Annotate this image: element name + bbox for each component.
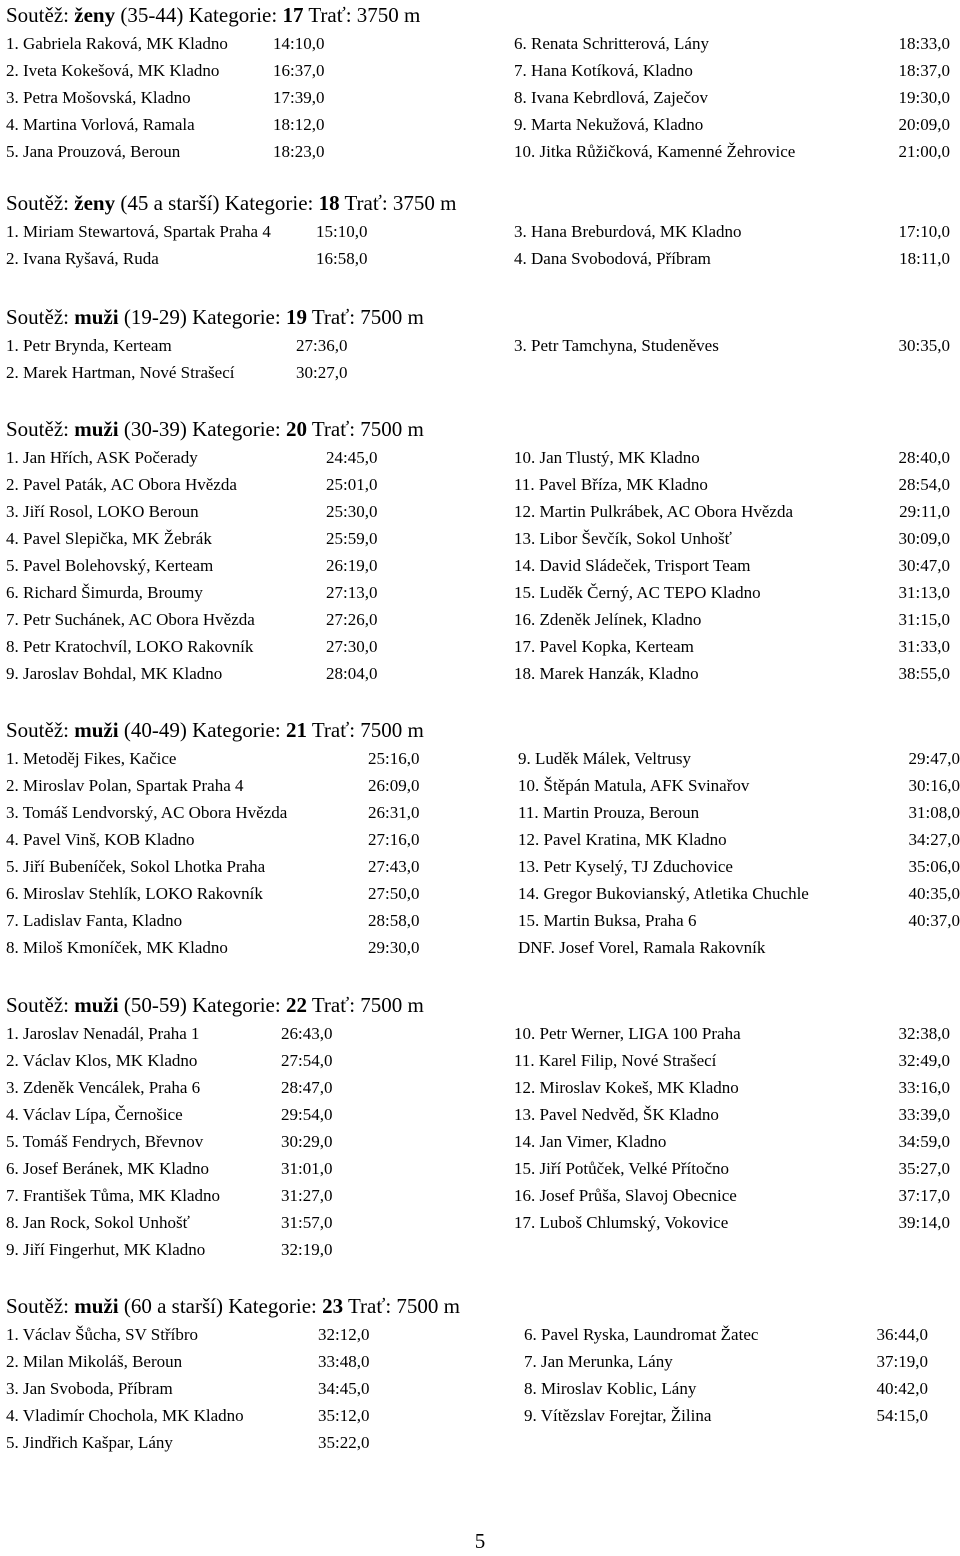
competitor-name: 9. Vítězslav Forejtar, Žilina — [524, 1406, 712, 1425]
competitor-name: 17. Luboš Chlumský, Vokovice — [514, 1213, 729, 1232]
competitor-name: 8. Miroslav Koblic, Lány — [524, 1379, 697, 1398]
finish-time: 28:54,0 — [898, 475, 950, 494]
heading-track: Trať: 7500 m — [311, 718, 424, 742]
result-row — [6, 1101, 954, 1128]
competitor-name: 2. Václav Klos, MK Kladno — [6, 1051, 198, 1070]
finish-time: 31:01,0 — [281, 1159, 333, 1178]
competitor-name: 16. Josef Průša, Slavoj Obecnice — [514, 1186, 737, 1205]
finish-time: 27:16,0 — [368, 830, 420, 849]
heading-category-number: 22 — [285, 993, 307, 1017]
finish-time: 28:04,0 — [326, 664, 378, 683]
finish-time: 40:42,0 — [876, 1379, 928, 1398]
competitor-name: 18. Marek Hanzák, Kladno — [514, 664, 699, 683]
finish-time: 14:10,0 — [273, 34, 325, 53]
finish-time: 19:30,0 — [898, 88, 950, 107]
finish-time: 18:23,0 — [273, 142, 325, 161]
results-section — [6, 188, 954, 272]
result-row — [6, 218, 954, 245]
finish-time: 40:35,0 — [908, 884, 960, 903]
heading-track: Trať: 7500 m — [311, 993, 424, 1017]
finish-time: 30:47,0 — [898, 556, 950, 575]
finish-time: 18:37,0 — [898, 61, 950, 80]
finish-time: 33:48,0 — [318, 1352, 370, 1371]
finish-time: 25:30,0 — [326, 502, 378, 521]
result-row — [6, 30, 954, 57]
results-section — [6, 715, 960, 961]
result-row — [6, 660, 954, 687]
competitor-name: 7. Petr Suchánek, AC Obora Hvězda — [6, 610, 255, 629]
page-number: 5 — [474, 1529, 486, 1553]
finish-time: 18:12,0 — [273, 115, 325, 134]
heading-label: Soutěž: — [6, 993, 69, 1017]
heading-label: Soutěž: — [6, 718, 69, 742]
competitor-name: 8. Ivana Kebrdlová, Zaječov — [514, 88, 708, 107]
section-heading — [6, 188, 954, 218]
competitor-name: 2. Pavel Paták, AC Obora Hvězda — [6, 475, 237, 494]
competitor-name: 17. Pavel Kopka, Kerteam — [514, 637, 694, 656]
competitor-name: 10. Štěpán Matula, AFK Svinařov — [518, 776, 750, 795]
competitor-name: 2. Iveta Kokešová, MK Kladno — [6, 61, 220, 80]
finish-time: 27:43,0 — [368, 857, 420, 876]
competitor-name: 3. Petr Tamchyna, Studeněves — [514, 336, 719, 355]
result-row — [6, 799, 960, 826]
competitor-name: 9. Jiří Fingerhut, MK Kladno — [6, 1240, 206, 1259]
competitor-name: 12. Miroslav Kokeš, MK Kladno — [514, 1078, 739, 1097]
result-row — [6, 1020, 954, 1047]
result-row — [6, 772, 960, 799]
finish-time: 18:11,0 — [899, 249, 950, 268]
competitor-name: 8. Jan Rock, Sokol Unhošť — [6, 1213, 190, 1232]
finish-time: 30:27,0 — [296, 363, 348, 382]
finish-time: 33:39,0 — [898, 1105, 950, 1124]
competitor-name: 4. Pavel Slepička, MK Žebrák — [6, 529, 212, 548]
competitor-name: 4. Vladimír Chochola, MK Kladno — [6, 1406, 244, 1425]
competitor-name: 6. Renata Schritterová, Lány — [514, 34, 709, 53]
result-row — [6, 1375, 954, 1402]
finish-time: 30:29,0 — [281, 1132, 333, 1151]
result-row — [6, 1128, 954, 1155]
competitor-name: 1. Petr Brynda, Kerteam — [6, 336, 172, 355]
result-row — [6, 1182, 954, 1209]
finish-time: 34:59,0 — [898, 1132, 950, 1151]
section-heading — [6, 414, 954, 444]
finish-time: 31:08,0 — [908, 803, 960, 822]
finish-time: 28:58,0 — [368, 911, 420, 930]
result-row — [6, 1209, 954, 1236]
finish-time: 27:30,0 — [326, 637, 378, 656]
finish-time: 31:27,0 — [281, 1186, 333, 1205]
competitor-name: 4. Pavel Vinš, KOB Kladno — [6, 830, 195, 849]
finish-time: 24:45,0 — [326, 448, 378, 467]
competitor-name: 3. Jiří Rosol, LOKO Beroun — [6, 502, 199, 521]
result-row — [6, 853, 960, 880]
heading-age: (50-59) — [123, 993, 187, 1017]
finish-time: 39:14,0 — [898, 1213, 950, 1232]
finish-time: 25:59,0 — [326, 529, 378, 548]
finish-time: 35:22,0 — [318, 1433, 370, 1452]
finish-time: 18:33,0 — [898, 34, 950, 53]
finish-time: 26:19,0 — [326, 556, 378, 575]
heading-track: Trať: 3750 m — [344, 191, 457, 215]
heading-category-label: Kategorie: — [192, 993, 281, 1017]
competitor-name: 2. Milan Mikoláš, Beroun — [6, 1352, 183, 1371]
results-section — [6, 0, 954, 165]
competitor-name: 1. Jaroslav Nenadál, Praha 1 — [6, 1024, 200, 1043]
result-row — [6, 1348, 954, 1375]
result-row — [6, 138, 954, 165]
heading-category-number: 23 — [322, 1294, 344, 1318]
heading-group: muži — [74, 718, 119, 742]
finish-time: 32:12,0 — [318, 1325, 370, 1344]
competitor-name: 3. Tomáš Lendvorský, AC Obora Hvězda — [6, 803, 288, 822]
finish-time: 17:39,0 — [273, 88, 325, 107]
heading-age: (19-29) — [123, 305, 187, 329]
heading-category-number: 19 — [285, 305, 307, 329]
heading-category-number: 20 — [285, 417, 307, 441]
heading-group: ženy — [74, 191, 116, 215]
finish-time: 32:49,0 — [898, 1051, 950, 1070]
results-section — [6, 990, 954, 1263]
heading-age: (30-39) — [123, 417, 187, 441]
heading-group: muži — [74, 1294, 119, 1318]
finish-time: 31:57,0 — [281, 1213, 333, 1232]
heading-label: Soutěž: — [6, 417, 69, 441]
competitor-name: 15. Martin Buksa, Praha 6 — [518, 911, 697, 930]
finish-time: 30:16,0 — [908, 776, 960, 795]
finish-time: 37:17,0 — [898, 1186, 950, 1205]
result-row — [6, 111, 954, 138]
finish-time: 37:19,0 — [876, 1352, 928, 1371]
result-row — [6, 57, 954, 84]
finish-time: 32:38,0 — [898, 1024, 950, 1043]
heading-age: (35-44) — [120, 3, 184, 27]
heading-category-label: Kategorie: — [192, 718, 281, 742]
result-row — [6, 444, 954, 471]
finish-time: 35:12,0 — [318, 1406, 370, 1425]
finish-time: 27:54,0 — [281, 1051, 333, 1070]
competitor-name: 9. Jaroslav Bohdal, MK Kladno — [6, 664, 223, 683]
competitor-name: 7. Jan Merunka, Lány — [524, 1352, 673, 1371]
finish-time: 16:58,0 — [316, 249, 368, 268]
competitor-name: 8. Petr Kratochvíl, LOKO Rakovník — [6, 637, 254, 656]
result-row — [6, 359, 954, 386]
result-row — [6, 1321, 954, 1348]
finish-time: 34:27,0 — [908, 830, 960, 849]
finish-time: 27:50,0 — [368, 884, 420, 903]
finish-time: 40:37,0 — [908, 911, 960, 930]
competitor-name: 2. Ivana Ryšavá, Ruda — [6, 249, 159, 268]
competitor-name: 5. Jana Prouzová, Beroun — [6, 142, 181, 161]
finish-time: 27:13,0 — [326, 583, 378, 602]
competitor-name: 14. Jan Vimer, Kladno — [514, 1132, 667, 1151]
result-row — [6, 498, 954, 525]
result-row — [6, 84, 954, 111]
finish-time: 30:35,0 — [898, 336, 950, 355]
finish-time: 28:47,0 — [281, 1078, 333, 1097]
competitor-name: 5. Jindřich Kašpar, Lány — [6, 1433, 173, 1452]
finish-time: 27:36,0 — [296, 336, 348, 355]
competitor-name: 2. Marek Hartman, Nové Strašecí — [6, 363, 235, 382]
results-section — [6, 414, 954, 687]
heading-track: Trať: 3750 m — [308, 3, 421, 27]
result-row — [6, 606, 954, 633]
competitor-name: 15. Luděk Černý, AC TEPO Kladno — [514, 583, 761, 602]
competitor-name: 5. Pavel Bolehovský, Kerteam — [6, 556, 214, 575]
competitor-name: 1. Václav Šůcha, SV Stříbro — [6, 1325, 199, 1344]
heading-label: Soutěž: — [6, 191, 69, 215]
heading-category-label: Kategorie: — [188, 3, 278, 27]
heading-category-label: Kategorie: — [192, 417, 281, 441]
finish-time: 26:09,0 — [368, 776, 420, 795]
competitor-name: 12. Pavel Kratina, MK Kladno — [518, 830, 727, 849]
section-heading — [6, 0, 954, 30]
heading-category-number: 21 — [285, 718, 307, 742]
finish-time: 25:16,0 — [368, 749, 420, 768]
result-row — [6, 1074, 954, 1101]
competitor-name: 2. Miroslav Polan, Spartak Praha 4 — [6, 776, 244, 795]
heading-group: muži — [74, 417, 119, 441]
competitor-name: 12. Martin Pulkrábek, AC Obora Hvězda — [514, 502, 794, 521]
heading-category-number: 17 — [282, 3, 304, 27]
section-heading — [6, 302, 954, 332]
finish-time: 17:10,0 — [898, 222, 950, 241]
heading-group: ženy — [74, 3, 116, 27]
finish-time: 29:47,0 — [908, 749, 960, 768]
competitor-name: 5. Jiří Bubeníček, Sokol Lhotka Praha — [6, 857, 266, 876]
finish-time: 29:54,0 — [281, 1105, 333, 1124]
competitor-name: 6. Josef Beránek, MK Kladno — [6, 1159, 210, 1178]
heading-age: (60 a starší) — [123, 1294, 223, 1318]
competitor-name: 11. Martin Prouza, Beroun — [518, 803, 700, 822]
finish-time: 15:10,0 — [316, 222, 368, 241]
finish-time: 16:37,0 — [273, 61, 325, 80]
result-row — [6, 1402, 954, 1429]
competitor-name: 1. Miriam Stewartová, Spartak Praha 4 — [6, 222, 271, 241]
heading-track: Trať: 7500 m — [347, 1294, 461, 1318]
competitor-name: 3. Petra Mošovská, Kladno — [6, 88, 191, 107]
finish-time: 35:27,0 — [898, 1159, 950, 1178]
heading-group: muži — [74, 993, 119, 1017]
result-row — [6, 1236, 954, 1263]
competitor-name: 16. Zdeněk Jelínek, Kladno — [514, 610, 702, 629]
competitor-name: 10. Petr Werner, LIGA 100 Praha — [514, 1024, 741, 1043]
section-heading — [6, 715, 954, 745]
competitor-name: 7. Hana Kotíková, Kladno — [514, 61, 693, 80]
competitor-name: 1. Gabriela Raková, MK Kladno — [6, 34, 228, 53]
heading-group: muži — [74, 305, 119, 329]
result-row — [6, 880, 960, 907]
heading-track: Trať: 7500 m — [311, 305, 424, 329]
finish-time: 31:15,0 — [898, 610, 950, 629]
result-row — [6, 332, 954, 359]
results-section — [6, 302, 954, 386]
result-row — [6, 745, 960, 772]
heading-category-number: 18 — [318, 191, 340, 215]
finish-time: 28:40,0 — [898, 448, 950, 467]
result-row — [6, 552, 954, 579]
competitor-name: 10. Jitka Růžičková, Kamenné Žehrovice — [514, 142, 796, 161]
finish-time: 20:09,0 — [898, 115, 950, 134]
competitor-name: 13. Pavel Nedvěd, ŠK Kladno — [514, 1105, 719, 1124]
heading-age: (45 a starší) — [120, 191, 220, 215]
finish-time: 29:30,0 — [368, 938, 420, 957]
finish-time: 36:44,0 — [876, 1325, 928, 1344]
competitor-name: 13. Libor Ševčík, Sokol Unhošť — [514, 529, 732, 548]
finish-time: 26:31,0 — [368, 803, 420, 822]
result-row — [6, 934, 954, 961]
finish-time: 25:01,0 — [326, 475, 378, 494]
finish-time: 34:45,0 — [318, 1379, 370, 1398]
competitor-name: 13. Petr Kyselý, TJ Zduchovice — [518, 857, 733, 876]
result-row — [6, 1155, 954, 1182]
competitor-name: 11. Pavel Bříza, MK Kladno — [514, 475, 708, 494]
result-row — [6, 907, 960, 934]
competitor-name: 15. Jiří Potůček, Velké Přítočno — [514, 1159, 729, 1178]
competitor-name: 5. Tomáš Fendrych, Břevnov — [6, 1132, 204, 1151]
finish-time: 27:26,0 — [326, 610, 378, 629]
finish-time: 54:15,0 — [876, 1406, 928, 1425]
finish-time: 30:09,0 — [898, 529, 950, 548]
result-row — [6, 1047, 954, 1074]
result-row — [6, 633, 954, 660]
heading-label: Soutěž: — [6, 1294, 69, 1318]
competitor-name: 10. Jan Tlustý, MK Kladno — [514, 448, 700, 467]
finish-time: 32:19,0 — [281, 1240, 333, 1259]
section-heading — [6, 990, 954, 1020]
result-row — [6, 525, 954, 552]
competitor-name: 9. Luděk Málek, Veltrusy — [518, 749, 691, 768]
result-row — [6, 579, 954, 606]
result-row — [6, 826, 960, 853]
competitor-name: 3. Zdeněk Vencálek, Praha 6 — [6, 1078, 201, 1097]
heading-track: Trať: 7500 m — [311, 417, 424, 441]
competitor-name: 4. Martina Vorlová, Ramala — [6, 115, 195, 134]
competitor-name: 11. Karel Filip, Nové Strašecí — [514, 1051, 717, 1070]
finish-time: 31:13,0 — [898, 583, 950, 602]
finish-time: 26:43,0 — [281, 1024, 333, 1043]
competitor-name: 7. František Tůma, MK Kladno — [6, 1186, 221, 1205]
result-row — [6, 245, 954, 272]
finish-time: 21:00,0 — [898, 142, 950, 161]
results-section — [6, 1291, 954, 1456]
heading-category-label: Kategorie: — [192, 305, 281, 329]
result-row — [6, 1429, 954, 1456]
finish-time: 29:11,0 — [899, 502, 950, 521]
heading-label: Soutěž: — [6, 3, 69, 27]
heading-age: (40-49) — [123, 718, 187, 742]
section-heading — [6, 1291, 954, 1321]
competitor-name: 1. Metoděj Fikes, Kačice — [6, 749, 177, 768]
finish-time: 31:33,0 — [898, 637, 950, 656]
competitor-name: 7. Ladislav Fanta, Kladno — [6, 911, 183, 930]
heading-category-label: Kategorie: — [224, 191, 314, 215]
competitor-name: 8. Miloš Kmoníček, MK Kladno — [6, 938, 228, 957]
competitor-name: 4. Václav Lípa, Černošice — [6, 1105, 183, 1124]
competitor-name: 1. Jan Hřích, ASK Počerady — [6, 448, 198, 467]
competitor-name: 14. David Sládeček, Trisport Team — [514, 556, 751, 575]
finish-time: 38:55,0 — [898, 664, 950, 683]
competitor-name: 6. Miroslav Stehlík, LOKO Rakovník — [6, 884, 263, 903]
competitor-name: 6. Richard Šimurda, Broumy — [6, 583, 203, 602]
result-row — [6, 471, 954, 498]
competitor-name: 6. Pavel Ryska, Laundromat Žatec — [524, 1325, 759, 1344]
competitor-name: 3. Jan Svoboda, Příbram — [6, 1379, 173, 1398]
finish-time: 33:16,0 — [898, 1078, 950, 1097]
competitor-name: 3. Hana Breburdová, MK Kladno — [514, 222, 742, 241]
competitor-name: 4. Dana Svobodová, Příbram — [514, 249, 711, 268]
finish-time: 35:06,0 — [908, 857, 960, 876]
heading-label: Soutěž: — [6, 305, 69, 329]
competitor-name: DNF. Josef Vorel, Ramala Rakovník — [518, 938, 766, 957]
competitor-name: 9. Marta Nekužová, Kladno — [514, 115, 704, 134]
heading-category-label: Kategorie: — [228, 1294, 317, 1318]
competitor-name: 14. Gregor Bukovianský, Atletika Chuchle — [518, 884, 809, 903]
